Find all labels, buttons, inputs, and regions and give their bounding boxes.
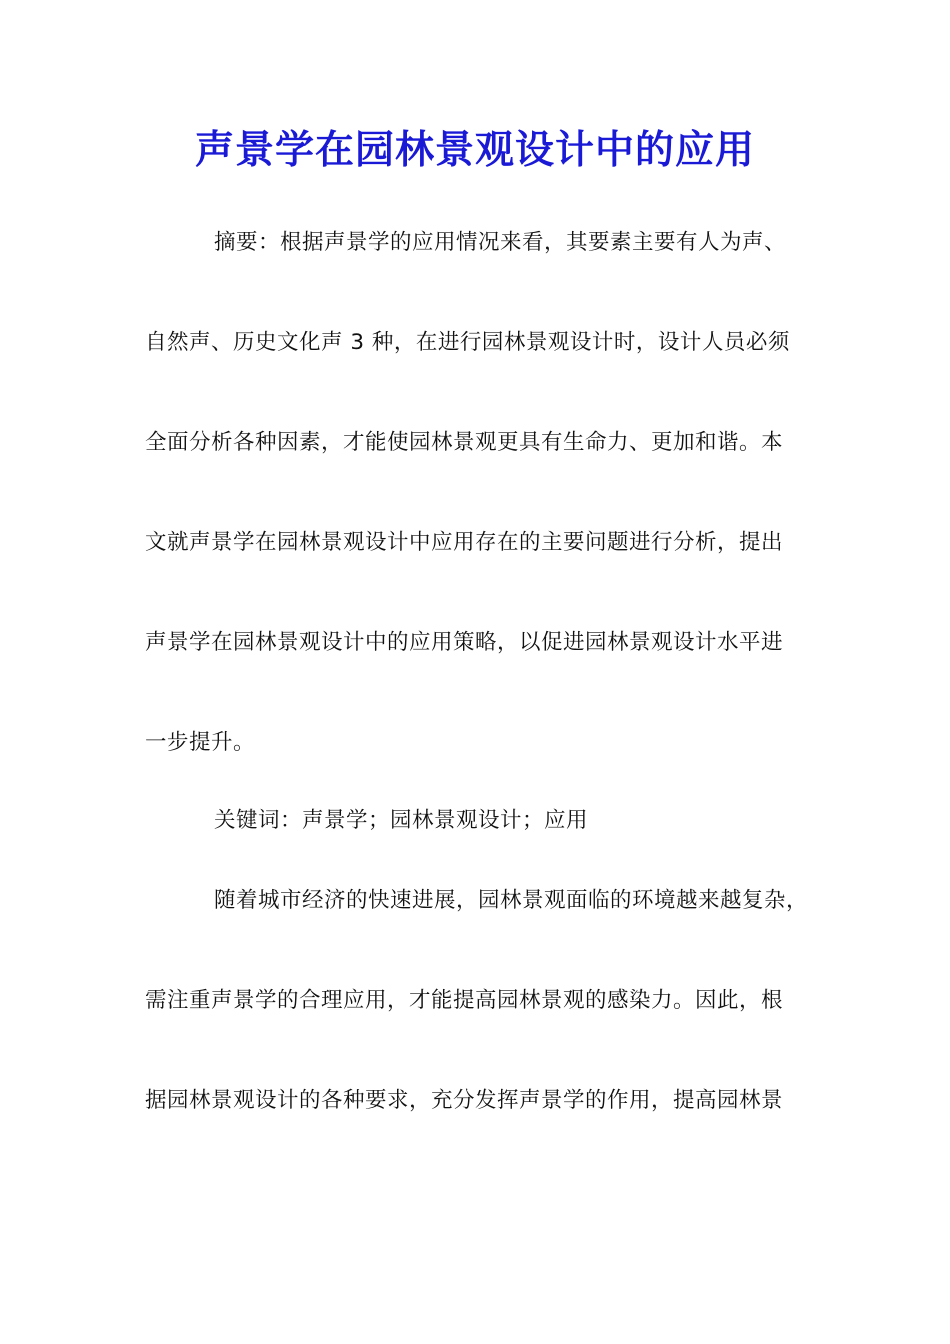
body-line-3: 据园林景观设计的各种要求，充分发挥声景学的作用，提高园林景 xyxy=(145,1088,784,1113)
abstract-line-4: 文就声景学在园林景观设计中应用存在的主要问题进行分析，提出 xyxy=(145,530,784,555)
abstract-line-6: 一步提升。 xyxy=(145,730,256,755)
keywords-line: 关键词：声景学；园林景观设计；应用 xyxy=(214,808,589,833)
abstract-line-5: 声景学在园林景观设计中的应用策略，以促进园林景观设计水平进 xyxy=(145,630,784,655)
abstract-line-3: 全面分析各种因素，才能使园林景观更具有生命力、更加和谐。本 xyxy=(145,430,784,455)
abstract-line-2: 自然声、历史文化声 3 种，在进行园林景观设计时，设计人员必须 xyxy=(145,330,790,355)
body-line-2: 需注重声景学的合理应用，才能提高园林景观的感染力。因此，根 xyxy=(145,988,784,1013)
document-title: 声景学在园林景观设计中的应用 xyxy=(194,127,755,173)
body-line-1: 随着城市经济的快速进展，园林景观面临的环境越来越复杂， xyxy=(214,888,809,913)
abstract-line-1: 摘要：根据声景学的应用情况来看，其要素主要有人为声、 xyxy=(214,230,787,255)
